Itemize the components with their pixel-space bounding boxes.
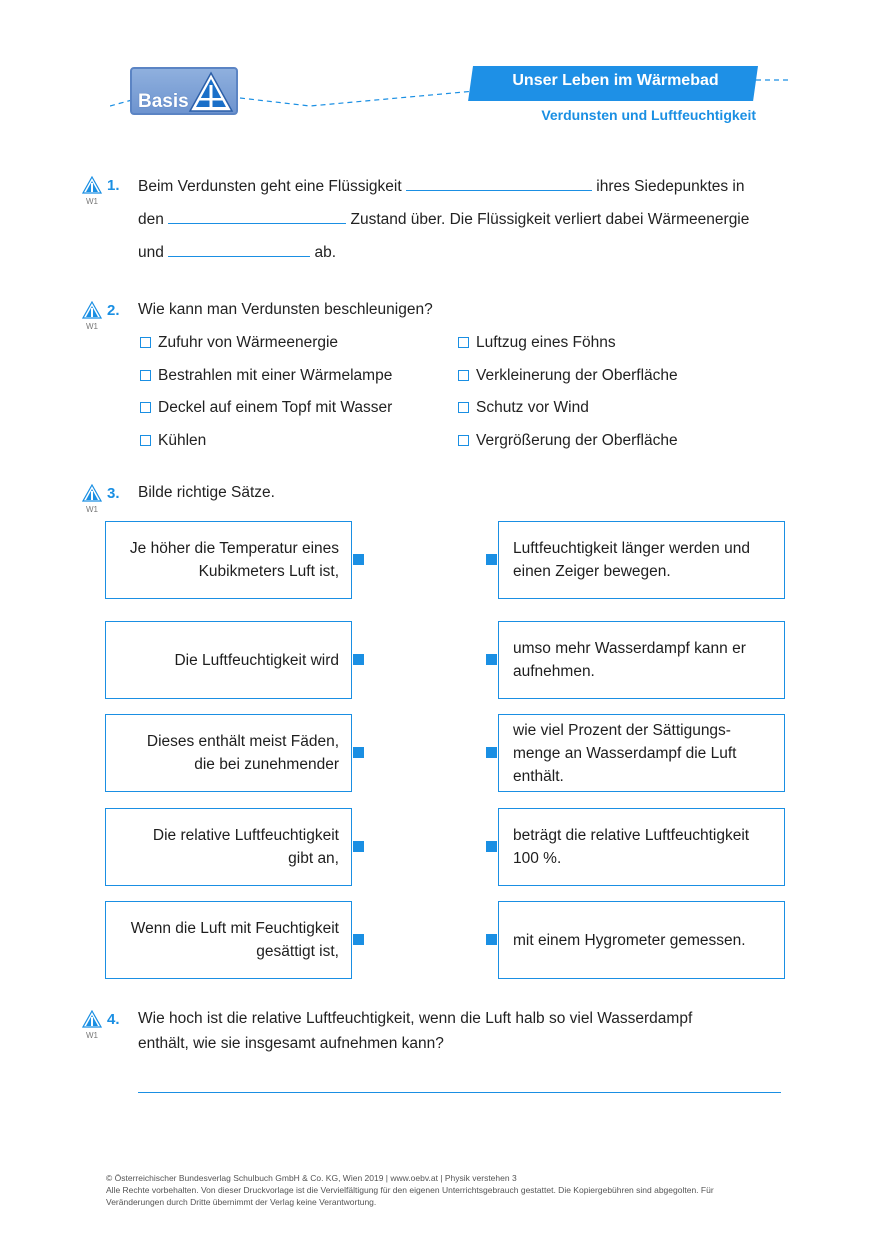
option-item[interactable] bbox=[140, 399, 392, 417]
box-text: menge an Wasserdampf die Luft bbox=[513, 744, 737, 762]
box-text: umso mehr Wasserdampf kann er bbox=[513, 640, 746, 657]
connector-dot[interactable] bbox=[353, 841, 364, 852]
option-label: Schutz vor Wind bbox=[476, 399, 589, 416]
connector-dot[interactable] bbox=[486, 654, 497, 665]
connector-dot[interactable] bbox=[486, 747, 497, 758]
box-text: wie viel Prozent der Sättigungs- bbox=[513, 721, 731, 739]
sentence-start-box bbox=[105, 808, 352, 886]
level-label: W1 bbox=[86, 1031, 98, 1040]
level-triangle-icon bbox=[82, 1010, 102, 1028]
box-text: 100 %. bbox=[513, 850, 562, 867]
question-number: 3. bbox=[107, 485, 120, 502]
box-text: einen Zeiger bewegen. bbox=[513, 563, 671, 580]
sentence-start-box bbox=[105, 714, 352, 792]
q1-text: ab. bbox=[314, 244, 337, 261]
box-text: Wenn die Luft mit Feuchtigkeit bbox=[130, 920, 339, 937]
box-text: Luftfeuchtigkeit länger werden und bbox=[513, 540, 750, 557]
box-text: Die relative Luftfeuchtigkeit bbox=[152, 827, 339, 844]
q1-text: und bbox=[138, 244, 164, 261]
q1-text: ihres Siedepunktes in bbox=[596, 178, 745, 195]
q4-line-1: Wie hoch ist die relative Luftfeuchtigkeit, wenn die Luft halb so viel Wasserdampf bbox=[138, 1010, 693, 1027]
copyright-footer bbox=[106, 1172, 786, 1208]
option-label: Vergrößerung der Oberfläche bbox=[476, 432, 678, 449]
fill-blank[interactable] bbox=[406, 176, 592, 191]
option-label: Bestrahlen mit einer Wärmelampe bbox=[158, 367, 393, 384]
checkbox[interactable] bbox=[140, 370, 151, 381]
box-text: gibt an, bbox=[288, 850, 339, 867]
question-number: 2. bbox=[107, 302, 120, 319]
basis-label: Basis bbox=[138, 91, 189, 112]
option-label: Kühlen bbox=[158, 432, 207, 449]
sentence-end-box bbox=[498, 621, 785, 699]
level-label: W1 bbox=[86, 505, 98, 514]
basis-badge bbox=[130, 67, 238, 115]
checkbox[interactable] bbox=[140, 337, 151, 348]
option-item[interactable] bbox=[140, 367, 392, 385]
footer-line: © Österreichischer Bundesverlag Schulbuch GmbH & Co. KG, Wien 2019 | www.oebv.at | Physik verstehen 3 bbox=[106, 1173, 517, 1183]
q1-line-3 bbox=[138, 242, 336, 262]
box-text: Je höher die Temperatur eines bbox=[129, 540, 339, 557]
option-item[interactable] bbox=[458, 399, 589, 417]
q3-prompt: Bilde richtige Sätze. bbox=[138, 484, 275, 501]
option-item[interactable] bbox=[458, 432, 678, 450]
sentence-start-box bbox=[105, 901, 352, 979]
box-text: aufnehmen. bbox=[513, 663, 595, 680]
question-number: 4. bbox=[107, 1011, 120, 1028]
sentence-start-box bbox=[105, 621, 352, 699]
footer-line: Veränderungen durch Dritte übernimmt der Verlag keine Verantwortung. bbox=[106, 1197, 377, 1207]
checkbox[interactable] bbox=[458, 337, 469, 348]
question-number: 1. bbox=[107, 177, 120, 194]
connector-dot[interactable] bbox=[353, 747, 364, 758]
connector-dot[interactable] bbox=[353, 934, 364, 945]
sentence-end-box bbox=[498, 901, 785, 979]
connector-dot[interactable] bbox=[486, 841, 497, 852]
connector-dot[interactable] bbox=[486, 934, 497, 945]
level-triangle-icon bbox=[82, 176, 102, 194]
option-label: Deckel auf einem Topf mit Wasser bbox=[158, 399, 393, 416]
checkbox[interactable] bbox=[140, 435, 151, 446]
box-text: beträgt die relative Luftfeuchtigkeit bbox=[513, 827, 750, 844]
level-triangle-icon bbox=[188, 71, 234, 113]
level-label: W1 bbox=[86, 197, 98, 206]
box-text: die bei zunehmender bbox=[194, 756, 339, 773]
level-label: W1 bbox=[86, 322, 98, 331]
answer-line[interactable] bbox=[138, 1092, 781, 1093]
sentence-end-box bbox=[498, 714, 785, 792]
q4-line-2: enthält, wie sie insgesamt aufnehmen kann? bbox=[138, 1035, 444, 1052]
footer-line: Alle Rechte vorbehalten. Von dieser Druckvorlage ist die Vervielfältigung für den eigenen Unterrichtsgebrauch gestattet. Die Kopiergebühren sind abgegolten. Für bbox=[106, 1185, 714, 1195]
checkbox[interactable] bbox=[458, 402, 469, 413]
checkbox[interactable] bbox=[458, 435, 469, 446]
q1-line-2 bbox=[138, 209, 749, 229]
sentence-start-box bbox=[105, 521, 352, 599]
connector-dot[interactable] bbox=[353, 554, 364, 565]
option-item[interactable] bbox=[458, 334, 616, 352]
option-label: Luftzug eines Föhns bbox=[476, 334, 616, 351]
option-item[interactable] bbox=[140, 334, 338, 352]
level-triangle-icon bbox=[82, 484, 102, 502]
level-triangle-icon bbox=[82, 301, 102, 319]
q1-line-1 bbox=[138, 176, 745, 196]
topic-title: Verdunsten und Luftfeuchtigkeit bbox=[541, 107, 756, 123]
fill-blank[interactable] bbox=[168, 242, 310, 257]
box-text: gesättigt ist, bbox=[256, 943, 339, 960]
q2-prompt: Wie kann man Verdunsten beschleunigen? bbox=[138, 301, 433, 318]
box-text: Dieses enthält meist Fäden, bbox=[146, 733, 339, 750]
q1-text: Beim Verdunsten geht eine Flüssigkeit bbox=[138, 178, 402, 195]
sentence-end-box bbox=[498, 808, 785, 886]
sentence-end-box bbox=[498, 521, 785, 599]
q1-text: den bbox=[138, 211, 164, 228]
box-text: enthält. bbox=[513, 767, 564, 785]
connector-dot[interactable] bbox=[353, 654, 364, 665]
option-item[interactable] bbox=[458, 367, 678, 385]
option-item[interactable] bbox=[140, 432, 206, 450]
box-text: mit einem Hygrometer gemessen. bbox=[513, 931, 746, 949]
q1-text: Zustand über. Die Flüssigkeit verliert dabei Wärmeenergie bbox=[350, 211, 750, 228]
fill-blank[interactable] bbox=[168, 209, 346, 224]
checkbox[interactable] bbox=[458, 370, 469, 381]
chapter-title: Unser Leben im Wärmebad bbox=[512, 72, 719, 89]
checkbox[interactable] bbox=[140, 402, 151, 413]
option-label: Zufuhr von Wärmeenergie bbox=[158, 334, 339, 351]
box-text: Die Luftfeuchtigkeit wird bbox=[174, 651, 339, 669]
option-label: Verkleinerung der Oberfläche bbox=[476, 367, 678, 384]
box-text: Kubikmeters Luft ist, bbox=[198, 563, 339, 580]
connector-dot[interactable] bbox=[486, 554, 497, 565]
